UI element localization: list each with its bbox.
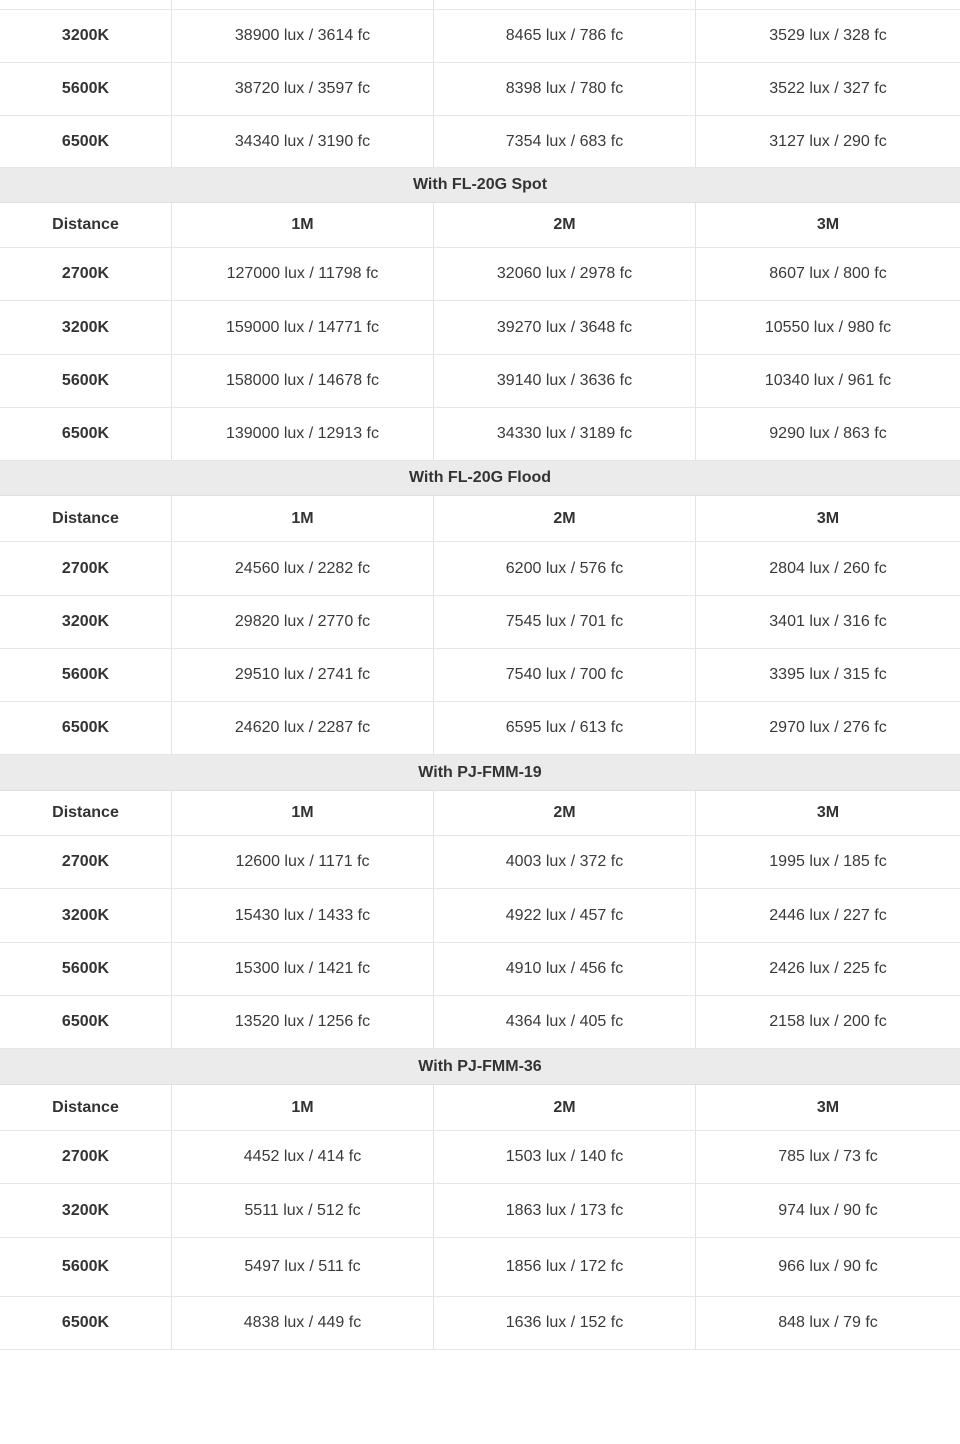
table-row xyxy=(0,116,960,168)
cell-2m: 1856 lux / 172 fc xyxy=(434,1238,696,1296)
cell-1m: 159000 lux / 14771 fc xyxy=(172,301,434,354)
table-row xyxy=(0,996,960,1049)
table-row xyxy=(0,10,960,63)
table-row xyxy=(0,408,960,461)
cell-3m: 10340 lux / 961 fc xyxy=(764,372,892,389)
table-top-edge xyxy=(0,0,960,10)
header-3m: 3M xyxy=(816,804,840,821)
cell-2m: 4364 lux / 405 fc xyxy=(434,996,696,1048)
row-label: 5600K xyxy=(0,943,172,995)
cell-3m: 3401 lux / 316 fc xyxy=(769,613,887,630)
cell-2m: 8465 lux / 786 fc xyxy=(434,10,696,62)
header-1m: 1M xyxy=(172,791,434,835)
cell-1m: 5497 lux / 511 fc xyxy=(172,1238,434,1296)
header-2m: 2M xyxy=(434,496,696,541)
cell-3m: 2446 lux / 227 fc xyxy=(769,906,887,924)
cell-1m: 29820 lux / 2770 fc xyxy=(172,596,434,648)
cell-2m: 1636 lux / 152 fc xyxy=(434,1297,696,1349)
row-label: 5600K xyxy=(0,649,172,701)
table-row xyxy=(0,702,960,755)
cell-3m: 3529 lux / 328 fc xyxy=(769,27,887,44)
cell-1m: 158000 lux / 14678 fc xyxy=(172,355,434,407)
cell-1m: 34340 lux / 3190 fc xyxy=(172,116,434,167)
header-distance: Distance xyxy=(0,203,172,247)
cell-2m: 7354 lux / 683 fc xyxy=(434,116,696,167)
table-row xyxy=(0,1238,960,1297)
cell-2m: 7545 lux / 701 fc xyxy=(434,596,696,648)
cell-1m: 24560 lux / 2282 fc xyxy=(172,542,434,595)
header-1m: 1M xyxy=(172,496,434,541)
cell-3m: 8607 lux / 800 fc xyxy=(769,265,887,282)
table-row xyxy=(0,248,960,301)
cell-1m: 15300 lux / 1421 fc xyxy=(172,943,434,995)
row-label: 6500K xyxy=(0,996,172,1048)
row-label: 3200K xyxy=(0,1184,172,1237)
section-title: With FL-20G Spot xyxy=(0,168,960,203)
header-3m: 3M xyxy=(816,1098,840,1116)
cell-1m: 5511 lux / 512 fc xyxy=(172,1184,434,1237)
cell-2m: 6595 lux / 613 fc xyxy=(434,702,696,754)
cell-3m: 966 lux / 90 fc xyxy=(778,1258,878,1275)
cell-3m: 1995 lux / 185 fc xyxy=(769,853,887,870)
row-label: 2700K xyxy=(0,542,172,595)
table-row xyxy=(0,63,960,116)
cell-3m: 2158 lux / 200 fc xyxy=(769,1013,887,1030)
cell-2m: 8398 lux / 780 fc xyxy=(434,63,696,115)
table-row xyxy=(0,355,960,408)
cell-1m: 4838 lux / 449 fc xyxy=(172,1297,434,1349)
header-row xyxy=(0,203,960,248)
row-label: 3200K xyxy=(0,889,172,942)
header-3m: 3M xyxy=(816,509,840,527)
cell-1m: 29510 lux / 2741 fc xyxy=(172,649,434,701)
cell-3m: 2970 lux / 276 fc xyxy=(769,719,887,736)
header-row xyxy=(0,1085,960,1131)
row-label: 3200K xyxy=(0,10,172,62)
cell-3m: 785 lux / 73 fc xyxy=(778,1148,878,1165)
row-label: 2700K xyxy=(0,836,172,888)
header-3m: 3M xyxy=(816,216,840,233)
cell-3m: 10550 lux / 980 fc xyxy=(764,318,892,336)
table-row xyxy=(0,943,960,996)
header-distance: Distance xyxy=(0,1085,172,1130)
cell-2m: 4003 lux / 372 fc xyxy=(434,836,696,888)
header-1m: 1M xyxy=(172,203,434,247)
cell-2m: 34330 lux / 3189 fc xyxy=(434,408,696,460)
table-row xyxy=(0,542,960,596)
row-label: 5600K xyxy=(0,63,172,115)
table-row xyxy=(0,596,960,649)
cell-1m: 12600 lux / 1171 fc xyxy=(172,836,434,888)
row-label: 5600K xyxy=(0,1238,172,1296)
cell-1m: 127000 lux / 11798 fc xyxy=(172,248,434,300)
cell-2m: 7540 lux / 700 fc xyxy=(434,649,696,701)
cell-1m: 38720 lux / 3597 fc xyxy=(172,63,434,115)
header-distance: Distance xyxy=(0,496,172,541)
cell-1m: 38900 lux / 3614 fc xyxy=(172,10,434,62)
table-row xyxy=(0,649,960,702)
cell-1m: 24620 lux / 2287 fc xyxy=(172,702,434,754)
table-row xyxy=(0,1131,960,1184)
row-label: 6500K xyxy=(0,1297,172,1349)
section-title: With PJ-FMM-36 xyxy=(0,1049,960,1085)
cell-3m: 848 lux / 79 fc xyxy=(778,1314,878,1331)
cell-1m: 13520 lux / 1256 fc xyxy=(172,996,434,1048)
row-label: 6500K xyxy=(0,702,172,754)
cell-2m: 4910 lux / 456 fc xyxy=(434,943,696,995)
cell-1m: 139000 lux / 12913 fc xyxy=(172,408,434,460)
row-label: 2700K xyxy=(0,248,172,300)
cell-2m: 1503 lux / 140 fc xyxy=(434,1131,696,1183)
cell-2m: 1863 lux / 173 fc xyxy=(434,1184,696,1237)
table-row xyxy=(0,1297,960,1350)
header-1m: 1M xyxy=(172,1085,434,1130)
header-2m: 2M xyxy=(434,1085,696,1130)
header-row xyxy=(0,791,960,836)
row-label: 6500K xyxy=(0,408,172,460)
row-label: 3200K xyxy=(0,596,172,648)
table-row xyxy=(0,1184,960,1238)
section-title: With FL-20G Flood xyxy=(0,461,960,496)
header-2m: 2M xyxy=(434,203,696,247)
row-label: 6500K xyxy=(0,116,172,167)
table-row xyxy=(0,301,960,355)
cell-2m: 4922 lux / 457 fc xyxy=(434,889,696,942)
header-row xyxy=(0,496,960,542)
row-label: 2700K xyxy=(0,1131,172,1183)
cell-3m: 3127 lux / 290 fc xyxy=(769,132,887,150)
cell-3m: 3522 lux / 327 fc xyxy=(769,80,887,97)
row-label: 3200K xyxy=(0,301,172,354)
cell-2m: 6200 lux / 576 fc xyxy=(434,542,696,595)
cell-2m: 39270 lux / 3648 fc xyxy=(434,301,696,354)
cell-1m: 4452 lux / 414 fc xyxy=(172,1131,434,1183)
cell-3m: 2804 lux / 260 fc xyxy=(769,559,887,577)
cell-2m: 39140 lux / 3636 fc xyxy=(434,355,696,407)
cell-1m: 15430 lux / 1433 fc xyxy=(172,889,434,942)
cell-3m: 3395 lux / 315 fc xyxy=(769,666,887,683)
section-title: With PJ-FMM-19 xyxy=(0,755,960,791)
cell-3m: 974 lux / 90 fc xyxy=(778,1201,878,1219)
cell-3m: 2426 lux / 225 fc xyxy=(769,960,887,977)
cell-2m: 32060 lux / 2978 fc xyxy=(434,248,696,300)
table-row xyxy=(0,889,960,943)
cell-3m: 9290 lux / 863 fc xyxy=(769,425,887,442)
table-row xyxy=(0,836,960,889)
header-distance: Distance xyxy=(0,791,172,835)
header-2m: 2M xyxy=(434,791,696,835)
row-label: 5600K xyxy=(0,355,172,407)
